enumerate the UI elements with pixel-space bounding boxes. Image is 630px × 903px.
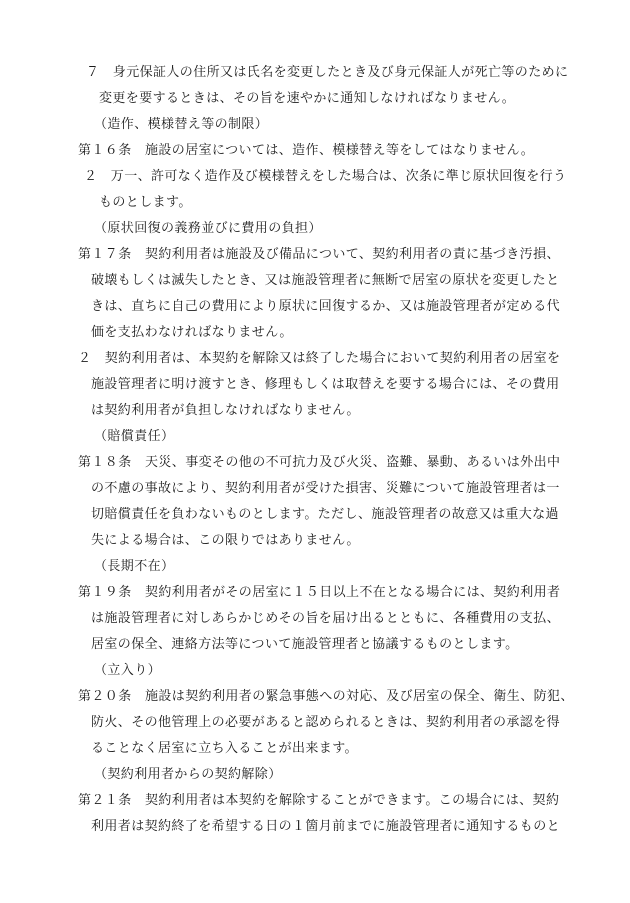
paragraph-7-line: ７ 身元保証人の住所又は氏名を変更したとき及び身元保証人が死亡等のために	[86, 65, 569, 80]
article-17-line: きは、直ちに自己の費用により原状に回復するか、又は施設管理者が定める代	[91, 299, 561, 314]
article-18-line: の不慮の事故により、契約利用者が受けた損害、災難について施設管理者は一	[91, 481, 560, 496]
article-18-line: 失による場合は、この限りではありません。	[91, 533, 360, 548]
article-16-line: ものとします。	[99, 195, 192, 210]
section-heading: （立入り）	[94, 663, 162, 678]
article-18-line: 切賠償責任を負わないものとします。ただし、施設管理者の故意又は重大な過	[91, 507, 559, 522]
article-17-line: 第１７条 契約利用者は施設及び備品について、契約利用者の責に基づき汚損、	[78, 247, 560, 262]
article-17-line: は契約利用者が負担しなければなりません。	[91, 403, 360, 418]
article-20-line: 第２０条 施設は契約利用者の緊急事態への対応、及び居室の保全、衛生、防犯、	[78, 689, 574, 704]
section-heading: （長期不在）	[94, 559, 175, 574]
section-heading: （原状回復の義務並びに費用の負担）	[94, 221, 322, 236]
article-17-line: 破壊もしくは滅失したとき、又は施設管理者に無断で居室の原状を変更したと	[91, 273, 560, 288]
paragraph-7-line: 変更を要するときは、その旨を速やかに通知しなければなりません。	[99, 91, 516, 106]
article-18-line: 第１８条 天災、事変その他の不可抗力及び火災、盗難、暴動、あるいは外出中	[78, 455, 561, 470]
article-19-line: 第１９条 契約利用者がその居室に１５日以上不在となる場合には、契約利用者	[78, 585, 561, 600]
document-body	[78, 60, 578, 840]
article-21-line: 第２１条 契約利用者は本契約を解除することができます。この場合には、契約	[78, 793, 560, 808]
section-heading: （契約利用者からの契約解除）	[94, 767, 282, 782]
article-17-line: 価を支払わなければなりません。	[91, 325, 293, 340]
article-16-line: 第１６条 施設の居室については、造作、模様替え等をしてはなりません。	[78, 143, 535, 158]
article-19-line: は施設管理者に対しあらかじめその旨を届け出るとともに、各種費用の支払、	[91, 611, 561, 626]
article-21-line: 利用者は契約終了を希望する日の１箇月前までに施設管理者に通知するものと	[91, 819, 561, 834]
section-heading: （賠償責任）	[94, 429, 175, 444]
article-19-line: 居室の保全、連絡方法等について施設管理者と協議するものとします。	[91, 637, 519, 652]
article-20-line: ることなく居室に立ち入ることが出来ます。	[91, 741, 358, 756]
article-17-line: ２ 契約利用者は、本契約を解除又は終了した場合において契約利用者の居室を	[78, 351, 561, 366]
article-16-line: ２ 万一、許可なく造作及び模様替えをした場合は、次条に準じ原状回復を行う	[84, 169, 567, 184]
section-heading: （造作、模様替え等の制限）	[94, 117, 269, 132]
article-20-line: 防火、その他管理上の必要があると認められるときは、契約利用者の承認を得	[91, 715, 561, 730]
article-17-line: 施設管理者に明け渡すとき、修理もしくは取替えを要する場合には、その費用	[91, 377, 560, 392]
